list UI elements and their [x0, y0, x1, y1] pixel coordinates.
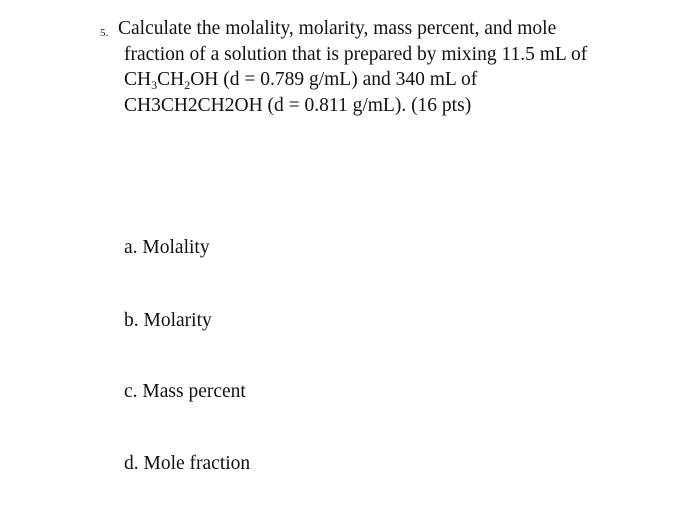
question-text-line-3 [100, 67, 660, 93]
formula-rest: OH (d = 0.789 g/mL) and 340 mL of [190, 69, 478, 90]
question-number: 5. [100, 27, 109, 39]
part-d-mole-fraction: d. Mole fraction [124, 453, 251, 474]
question-text-line-4: CH3CH2CH2OH (d = 0.811 g/mL). (16 pts) [124, 94, 472, 116]
question-text-line-2: fraction of a solution that is prepared by mixing 11.5 mL of [124, 43, 588, 65]
question-block [100, 16, 660, 118]
part-c-mass-percent: c. Mass percent [124, 381, 246, 402]
question-text-line-1: Calculate the molality, molarity, mass percent, and mole [118, 18, 557, 39]
part-b-molarity: b. Molarity [124, 310, 212, 331]
part-a-molality: a. Molality [124, 237, 210, 258]
formula-ch-second: CH [157, 69, 185, 90]
formula-subscript-3: 3 [151, 78, 158, 92]
formula-ch-first: CH [124, 69, 152, 90]
formula-subscript-2: 2 [184, 78, 191, 92]
